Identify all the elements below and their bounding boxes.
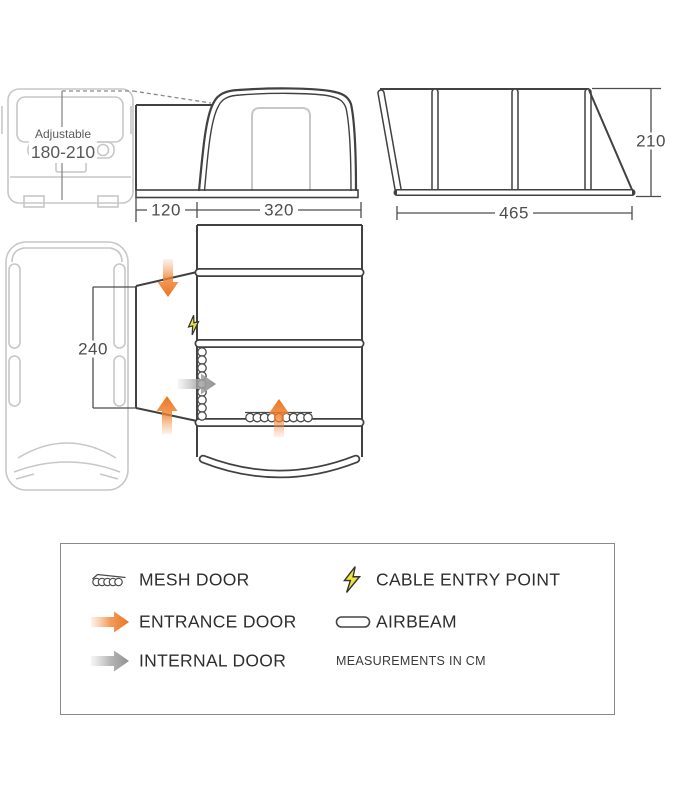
van-window-left-1	[9, 264, 20, 348]
van-window-right-1	[114, 264, 125, 348]
van-headlights-top	[16, 474, 118, 479]
elevation-arch-outer	[199, 88, 356, 191]
cable-entry-point-legend-icon	[343, 567, 361, 594]
adjustable-range: 180-210	[30, 141, 96, 162]
entrance-door-arrow-bottom	[157, 396, 178, 434]
dim-body-width: 320	[260, 202, 298, 219]
cable-entry-point-icon	[186, 314, 201, 335]
legend-label: INTERNAL DOOR	[139, 650, 287, 671]
legend-label: CABLE ENTRY POINT	[376, 569, 561, 590]
legend-box	[60, 543, 615, 715]
legend-label: AIRBEAM	[376, 611, 457, 632]
van-top-view	[6, 242, 128, 490]
legend-item-internal-door	[139, 652, 286, 670]
van-wheel-right	[98, 196, 118, 207]
legend-item-cable-entry-point	[376, 571, 560, 589]
legend-item-entrance-door	[139, 613, 297, 631]
van-windshield	[18, 443, 116, 458]
elevation-tunnel	[136, 105, 213, 190]
airbeam-icon	[335, 615, 373, 630]
internal-door-icon	[90, 649, 130, 673]
van-roof-line	[12, 248, 122, 262]
measurements-note: MEASUREMENTS IN CM	[336, 653, 486, 668]
legend-label: MESH DOOR	[139, 569, 250, 590]
legend-item-mesh-door	[139, 571, 250, 589]
dim-tunnel-width: 120	[147, 202, 185, 219]
legend-label: ENTRANCE DOOR	[139, 611, 297, 632]
elevation-base-skirt	[136, 190, 358, 198]
adjustable-label: Adjustable	[34, 127, 92, 142]
dim-side-height: 210	[632, 133, 670, 150]
frame-front-slope	[589, 90, 633, 192]
van-window-right-2	[114, 356, 125, 406]
dimension-lines	[93, 89, 661, 409]
entrance-door-arrow-top	[158, 259, 179, 297]
van-bonnet	[14, 462, 120, 472]
awning-side-elevation	[136, 88, 358, 197]
van-wheel-left	[24, 196, 44, 207]
mesh-door-icon	[91, 572, 129, 588]
entrance-door-icon	[90, 610, 130, 634]
dim-side-length: 465	[495, 205, 533, 222]
van-window-left-2	[9, 356, 20, 406]
elevation-inner-door	[252, 108, 310, 191]
airbeam-frame-side-view	[380, 89, 633, 193]
legend-item-airbeam	[376, 613, 457, 631]
dim-connection-height: 240	[74, 341, 112, 358]
adjustable-height-note	[29, 127, 97, 163]
